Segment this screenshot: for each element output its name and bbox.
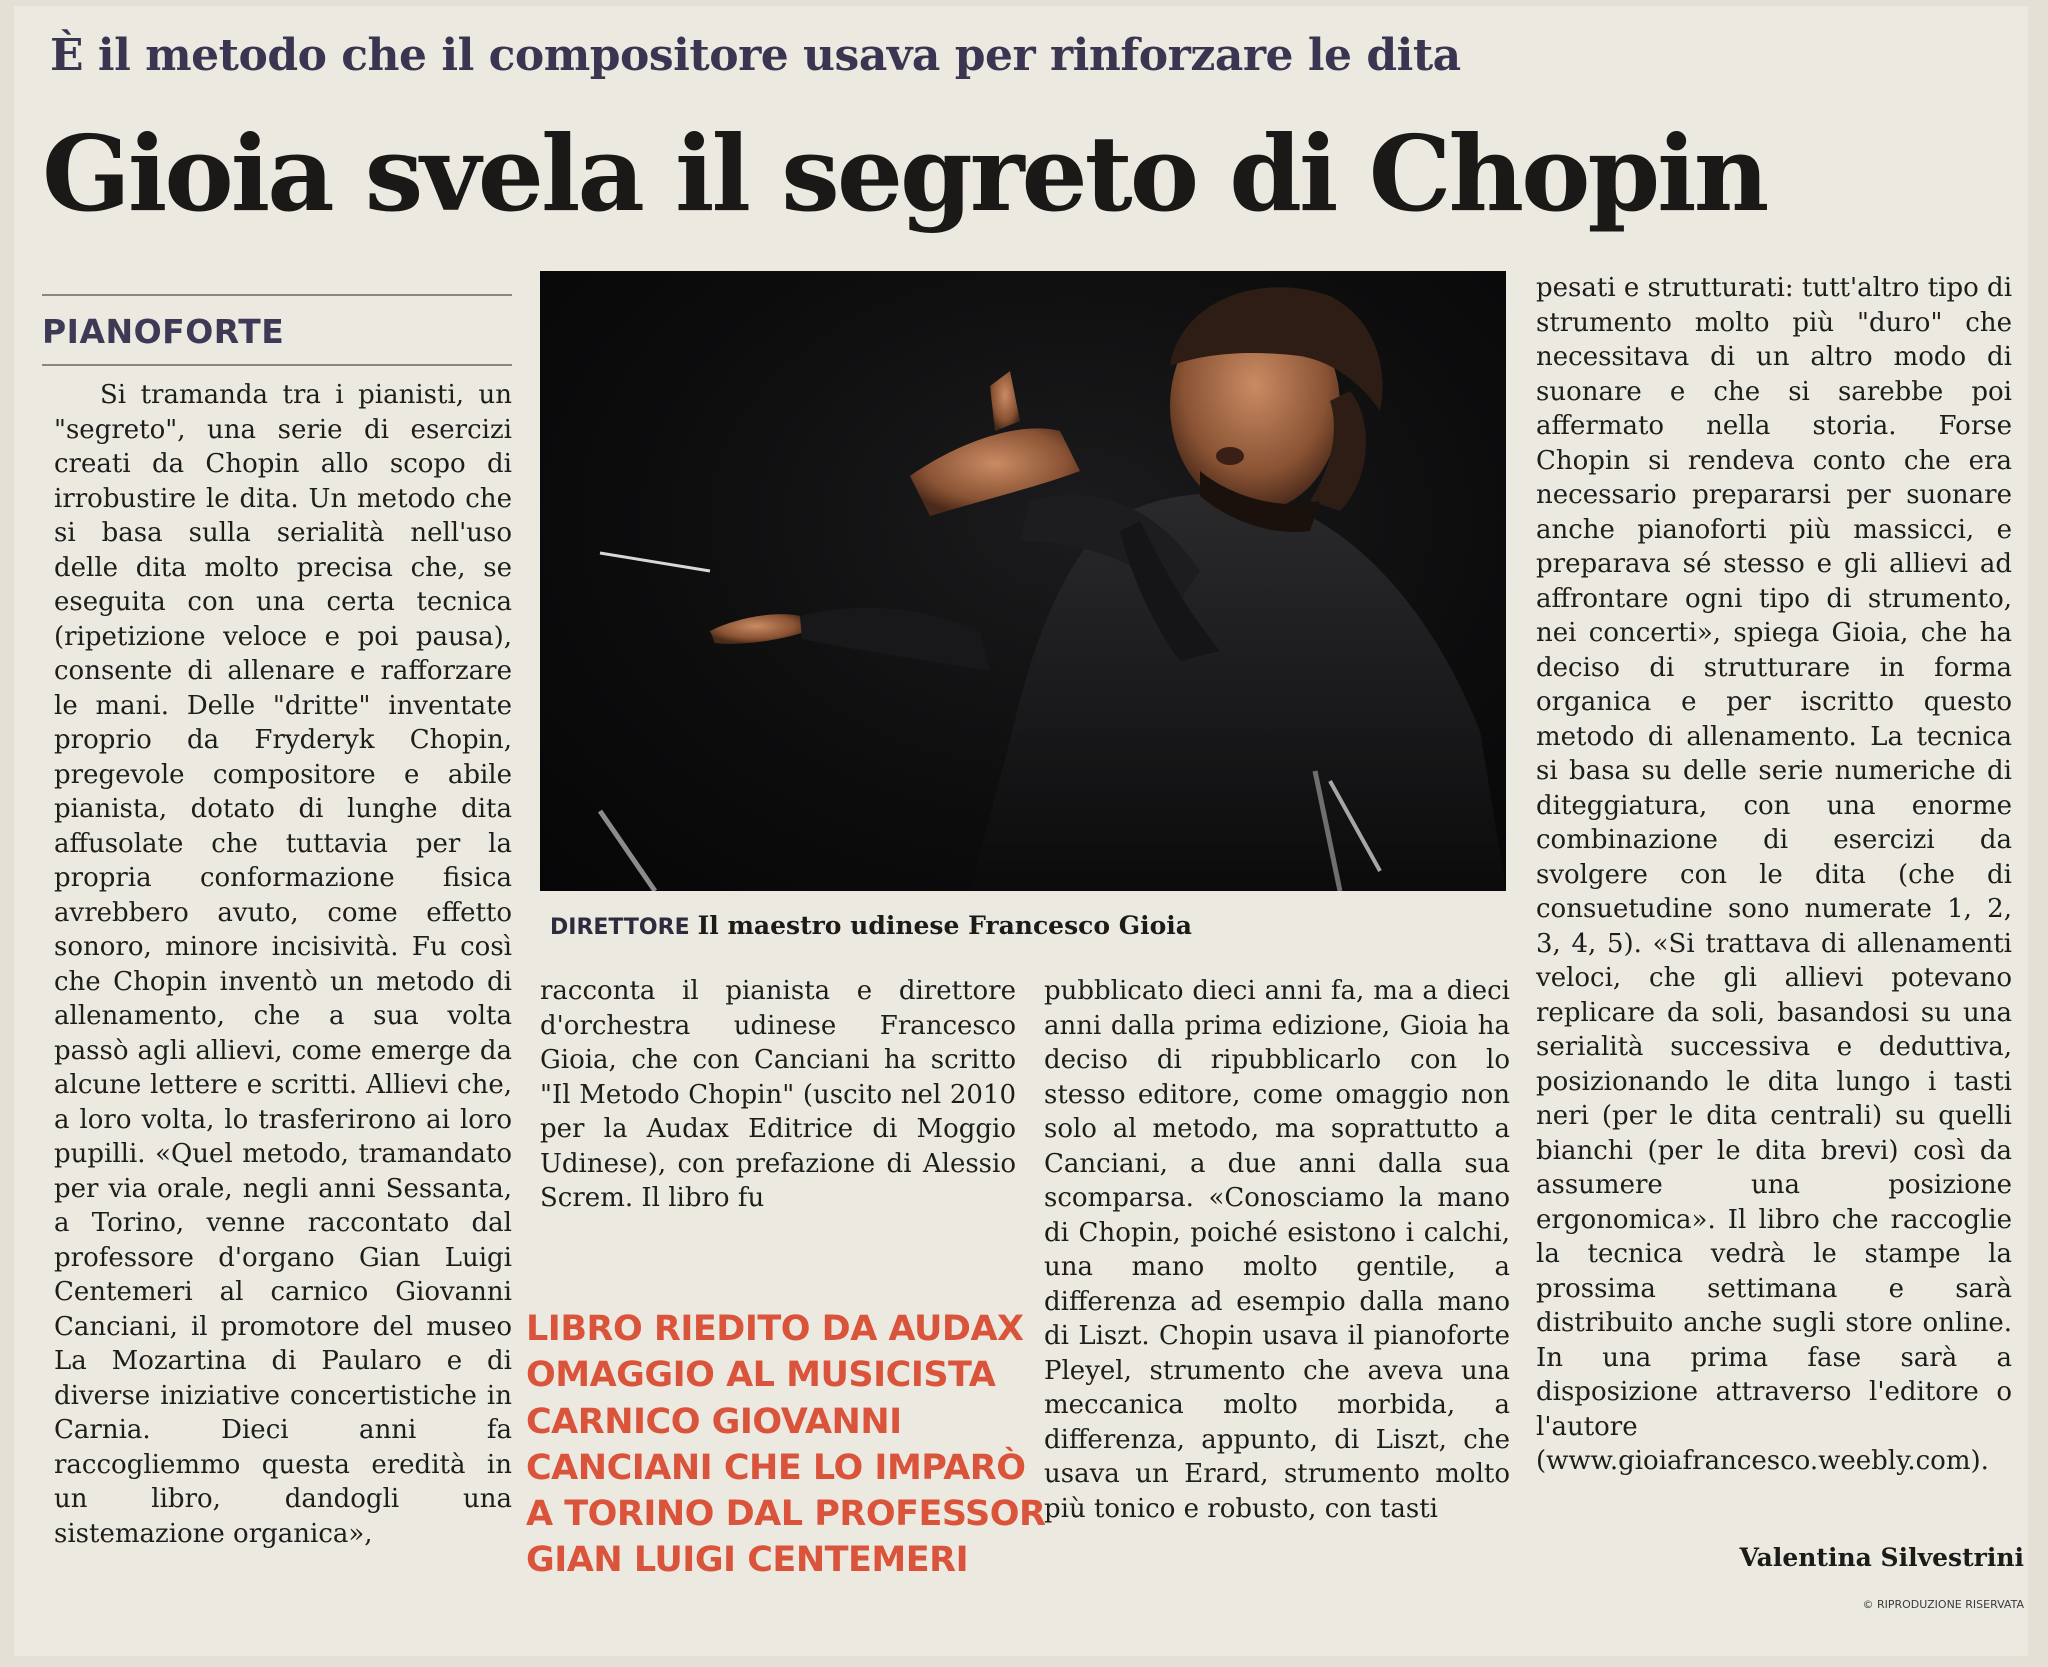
section-label: PIANOFORTE [42, 312, 285, 351]
copyright-notice: © RIPRODUZIONE RISERVATA [1862, 1598, 2024, 1611]
column-2-paragraph: racconta il pianista e direttore d'orchestra udinese Francesco Gioia, che con Canciani ha scritto "Il Metodo Chopin" (uscito nel 2010 per la Audax Editrice di Moggio Udinese), con prefazione di Alessio Screm. Il libro fu [540, 976, 1016, 1213]
column-3-paragraph: pubblicato dieci anni fa, ma a dieci anni dalla prima edizione, Gioia ha deciso di ripubblicarlo con lo stesso editore, come omaggio non solo al metodo, ma soprattutto a Canciani, a due anni dalla sua scomparsa. «Conosciamo la mano di Chopin, poiché esistono i calchi, una mano molto gentile, a differenza ad esempio dalla mano di Liszt. Chopin usava il pianoforte Pleyel, strumento che aveva una meccanica molto morbida, a differenza, appunto, di Liszt, che usava un Erard, strumento molto più tonico e robusto, con tasti [1044, 976, 1510, 1524]
article-column-3 [1044, 974, 1510, 1526]
pull-quote [526, 1306, 1046, 1584]
article-column-1 [54, 378, 512, 1551]
article-headline: Gioia svela il segreto di Chopin [42, 112, 1767, 235]
newspaper-page [14, 6, 2028, 1656]
section-rule-top [42, 294, 512, 296]
article-column-2 [540, 974, 1016, 1216]
photo-caption [550, 911, 1510, 940]
pull-quote-line: A TORINO DAL PROFESSOR [526, 1494, 1046, 1535]
caption-text: Il maestro udinese Francesco Gioia [697, 911, 1192, 940]
column-1-paragraph: Si tramanda tra i pianisti, un "segreto", una serie di esercizi creati da Chopin allo scopo di irrobustire le dita. Un metodo che si basa sulla serialità nell'uso delle dita molto precisa che, se eseguita con una certa tecnica (ripetizione veloce e poi pausa), consente di allenare e rafforzare le mani. Delle "dritte" inventate proprio da Fryderyk Chopin, pregevole compositore e abile pianista, dotato di lunghe dita affusolate che tuttavia per la propria conformazione fisica avrebbero avuto, come effetto sonoro, minore incisività. Fu così che Chopin inventò un metodo di allenamento, che a sua volta passò agli allievi, come emerge da alcune lettere e scritti. Allievi che, a loro volta, lo trasferirono ai loro pupilli. «Quel metodo, tramandato per via orale, negli anni Sessanta, a Torino, venne raccontato dal professore d'organo Gian Luigi Centemeri al carnico Giovanni Canciani, il promotore del museo La Mozartina di Paularo e di diverse iniziative concertistiche in Carnia. Dieci anni fa raccogliemmo questa eredità in un libro, dandogli una sistemazione organica», [54, 380, 512, 1549]
pull-quote-line: CANCIANI CHE LO IMPARÒ [526, 1447, 1026, 1488]
conductor-photo-illustration [540, 271, 1506, 891]
article-kicker: È il metodo che il compositore usava per rinforzare le dita [50, 30, 1461, 81]
author-byline: Valentina Silvestrini [1739, 1543, 2024, 1572]
pull-quote-line: OMAGGIO AL MUSICISTA [526, 1355, 996, 1396]
pull-quote-line: GIAN LUIGI CENTEMERI [526, 1540, 969, 1581]
pull-quote-line: LIBRO RIEDITO DA AUDAX [526, 1309, 1024, 1349]
caption-tag: DIRETTORE [550, 915, 690, 940]
column-4-paragraph: pesati e strutturati: tutt'altro tipo di strumento molto più "duro" che necessitava di un altro modo di suonare e che si sarebbe poi affermato nella storia. Forse Chopin si rendeva conto che era necessario prepararsi per suonare anche pianoforti più massicci, e preparava sé stesso e gli allievi ad affrontare ogni tipo di strumento, nei concerti», spiega Gioia, che ha deciso di strutturare in forma organica e per iscritto questo metodo di allenamento. La tecnica si basa su delle serie numeriche di diteggiatura, con una enorme combinazione di esercizi da svolgere con le dita (che di consuetudine sono numerate 1, 2, 3, 4, 5). «Si trattava di allenamenti veloci, che gli allievi potevano replicare da soli, basandosi su una serialità successiva e deduttiva, posizionando le dita lungo i tasti neri (per le dita centrali) su quelli bianchi (per le dita brevi) così da assumere una posizione ergonomica». Il libro che raccoglie la tecnica vedrà le stampe la prossima settimana e sarà distribuito anche sugli store online. In una prima fase sarà a disposizione attraverso l'editore o l'autore (www.gioiafrancesco.weebly.com). [1536, 273, 2013, 1476]
section-rule-bottom [42, 364, 512, 366]
conductor-photo [540, 271, 1506, 891]
article-column-4 [1536, 271, 2012, 1479]
pull-quote-line: CARNICO GIOVANNI [526, 1401, 902, 1442]
